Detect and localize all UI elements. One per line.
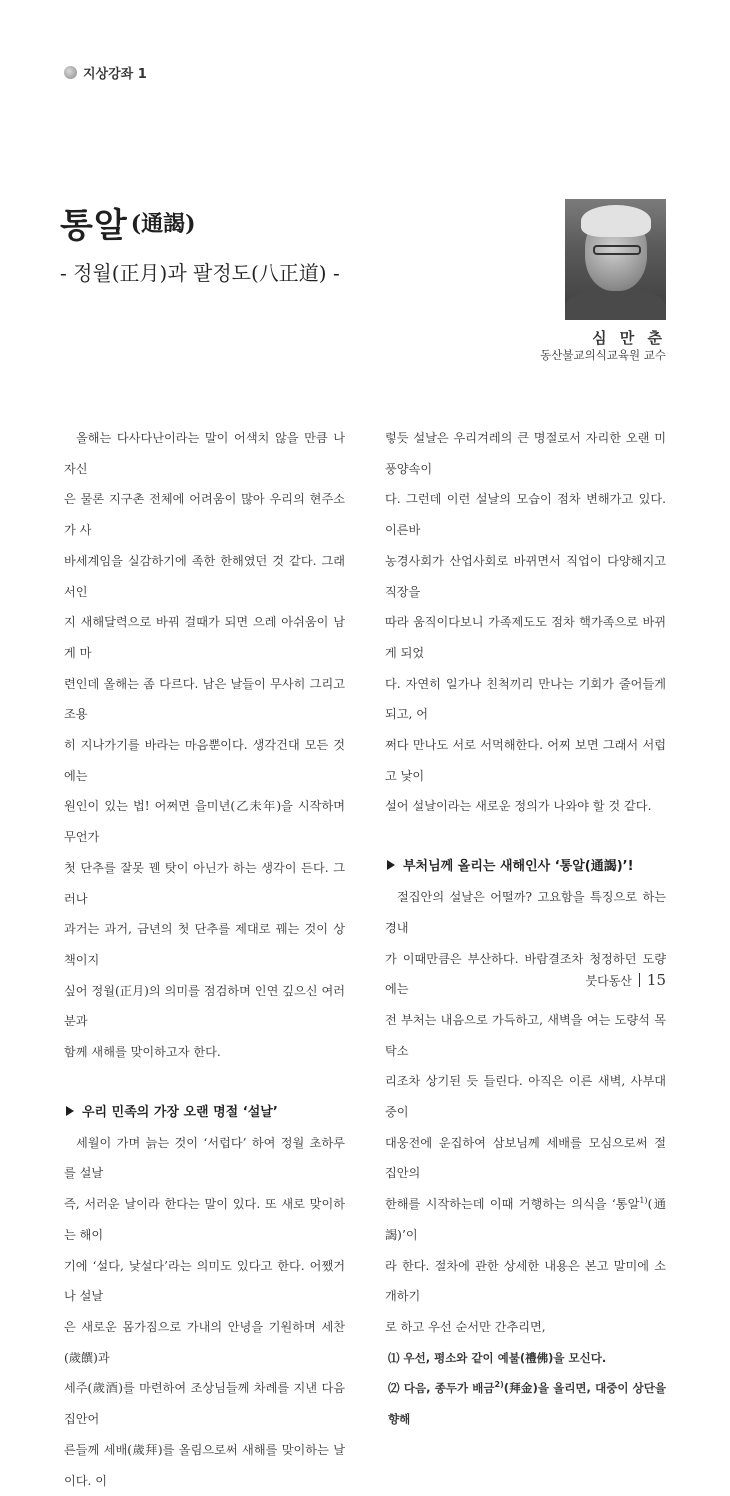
- paragraph-line: 설어 설날이라는 새로운 정의가 나와야 할 것 같다.: [385, 799, 652, 814]
- section-heading-text: 부처님께 올리는 새해인사 ‘통알(通謁)’!: [403, 859, 634, 875]
- section-heading: [64, 1098, 345, 1128]
- paragraph-line: 바세계임을 실감하기에 족한 한해였던 것 같다. 그래서인: [64, 553, 345, 599]
- paragraph-line: 다. 그런데 이런 설날의 모습이 점차 변해가고 있다. 이른바: [385, 492, 666, 538]
- article-title-block: [60, 198, 340, 286]
- author-photo: [565, 199, 666, 320]
- paragraph-line: 즉, 서러운 날이라 한다는 말이 있다. 또 새로 맞이하는 해이: [64, 1197, 345, 1242]
- paragraph-line: 은 새로운 몸가짐으로 가내의 안녕을 기원하며 세찬(歲饌)과: [64, 1319, 345, 1365]
- article-subtitle: - 정월(正月)과 팔정도(八正道) -: [60, 261, 340, 285]
- right-column: [385, 423, 666, 1435]
- section-heading-text: 우리 민족의 가장 오랜 명절 ‘설날’: [82, 1104, 278, 1120]
- paragraph-line: 첫 단추를 잘못 꿴 탓이 아닌가 하는 생각이 든다. 그러나: [64, 860, 345, 906]
- paragraph-line: 리조차 상기된 듯 들린다. 아직은 이른 새벽, 사부대중이: [385, 1074, 666, 1120]
- paragraph-line: 절집안의 설날은 어떨까? 고요함을 특징으로 하는 경내: [385, 890, 666, 935]
- paragraph-line: 지 새해달력으로 바꿔 걸때가 되면 으레 아쉬움이 남게 마: [64, 615, 345, 660]
- circle-bullet-icon: [64, 66, 77, 79]
- paragraph-line: 세월이 가며 늙는 것이 ‘서럽다’ 하여 정월 초하루를 설날: [64, 1135, 345, 1181]
- section-label: 지상강좌 1: [83, 67, 147, 82]
- paragraph-line: 가 이때만큼은 부산하다. 바람결조차 청정하던 도량에는: [385, 951, 666, 997]
- left-column: [64, 423, 345, 1496]
- paragraph-line: 농경사회가 산업사회로 바뀌면서 직업이 다양해지고 직장을: [385, 553, 666, 599]
- footnote-marker: 1): [639, 1196, 648, 1206]
- paragraph-line: 히 지나가기를 바라는 마음뿐이다. 생각건대 모든 것에는: [64, 738, 345, 783]
- triangle-bullet-icon: [66, 1106, 74, 1116]
- paragraph-line: 련인데 올해는 좀 다르다. 남은 날들이 무사히 그리고 조용: [64, 676, 345, 722]
- triangle-bullet-icon: [387, 860, 395, 870]
- paragraph-line: 렇듯 설날은 우리겨레의 큰 명절로서 자리한 오랜 미풍양속이: [385, 431, 666, 476]
- author-name: 심 만 춘: [592, 329, 666, 347]
- paragraph-line: 과거는 과거, 금년의 첫 단추를 제대로 꿰는 것이 상책이지: [64, 922, 345, 967]
- paragraph-line: 라 한다. 절차에 관한 상세한 내용은 본고 말미에 소개하기: [385, 1258, 666, 1304]
- page-footer: [586, 971, 666, 989]
- page-number: 15: [646, 971, 666, 989]
- section-header: [64, 63, 147, 82]
- paragraph-line: 원인이 있는 법! 어쩌면 을미년(乙未年)을 시작하며 무언가: [64, 799, 345, 845]
- paragraph-line: 른들께 세배(歲拜)를 올림으로써 새해를 맞이하는 날이다. 이: [64, 1442, 345, 1488]
- paragraph-line: 세주(歲酒)를 마련하여 조상님들께 차례를 지낸 다음 집안어: [64, 1381, 345, 1427]
- footer-divider: [639, 973, 640, 987]
- paragraph-line: 다. 자연히 일가나 친척끼리 만나는 기회가 줄어들게 되고, 어: [385, 676, 666, 722]
- paragraph-line: 올해는 다사다난이라는 말이 어색치 않을 만큼 나 자신: [64, 431, 345, 476]
- paragraph-line: 기에 ‘설다, 낯설다’라는 의미도 있다고 한다. 어쨌거나 설날: [64, 1258, 345, 1304]
- list-item: ⑴ 우선, 평소와 같이 예불(禮佛)을 모신다.: [388, 1350, 607, 1365]
- paragraph-line: 전 부처는 내음으로 가득하고, 새벽을 여는 도량석 목탁소: [385, 1012, 666, 1058]
- paragraph-line: 은 물론 지구촌 전체에 어려움이 많아 우리의 현주소가 사: [64, 492, 345, 538]
- paragraph-line: 싶어 정월(正月)의 의미를 점검하며 인연 깊으신 여러분과: [64, 983, 345, 1029]
- list-item: ⑵ 다음, 종두가 배금$^{2)}$(拜金)을 올리면, 대중이 상단을 향해: [388, 1380, 666, 1427]
- title-main: 통알: [60, 206, 128, 246]
- paragraph-line: 대웅전에 운집하여 삼보님께 세배를 모심으로써 절 집안의: [385, 1135, 666, 1181]
- section-heading: [385, 852, 666, 882]
- paragraph-line-with-footnote: 한해를 시작하는데 이때 거행하는 의식을 ‘통알$^{1)}$(通謁)’이: [385, 1196, 666, 1242]
- paragraph-line: 쩌다 만나도 서로 서먹해한다. 어찌 보면 그래서 서럽고 낯이: [385, 738, 666, 783]
- paragraph-line: 함께 새해를 맞이하고자 한다.: [64, 1045, 221, 1060]
- footnote-marker: 2): [494, 1380, 504, 1390]
- author-affiliation: 동산불교의식교육원 교수: [540, 348, 666, 362]
- title-hanja: (通謁): [130, 211, 196, 237]
- paragraph-line: 로 하고 우선 순서만 간추리면,: [385, 1319, 546, 1334]
- paragraph-line: 따라 움직이다보니 가족제도도 점차 핵가족으로 바뀌게 되었: [385, 615, 666, 660]
- article-title: [60, 198, 340, 247]
- footer-brand: 붓다동산: [585, 973, 632, 988]
